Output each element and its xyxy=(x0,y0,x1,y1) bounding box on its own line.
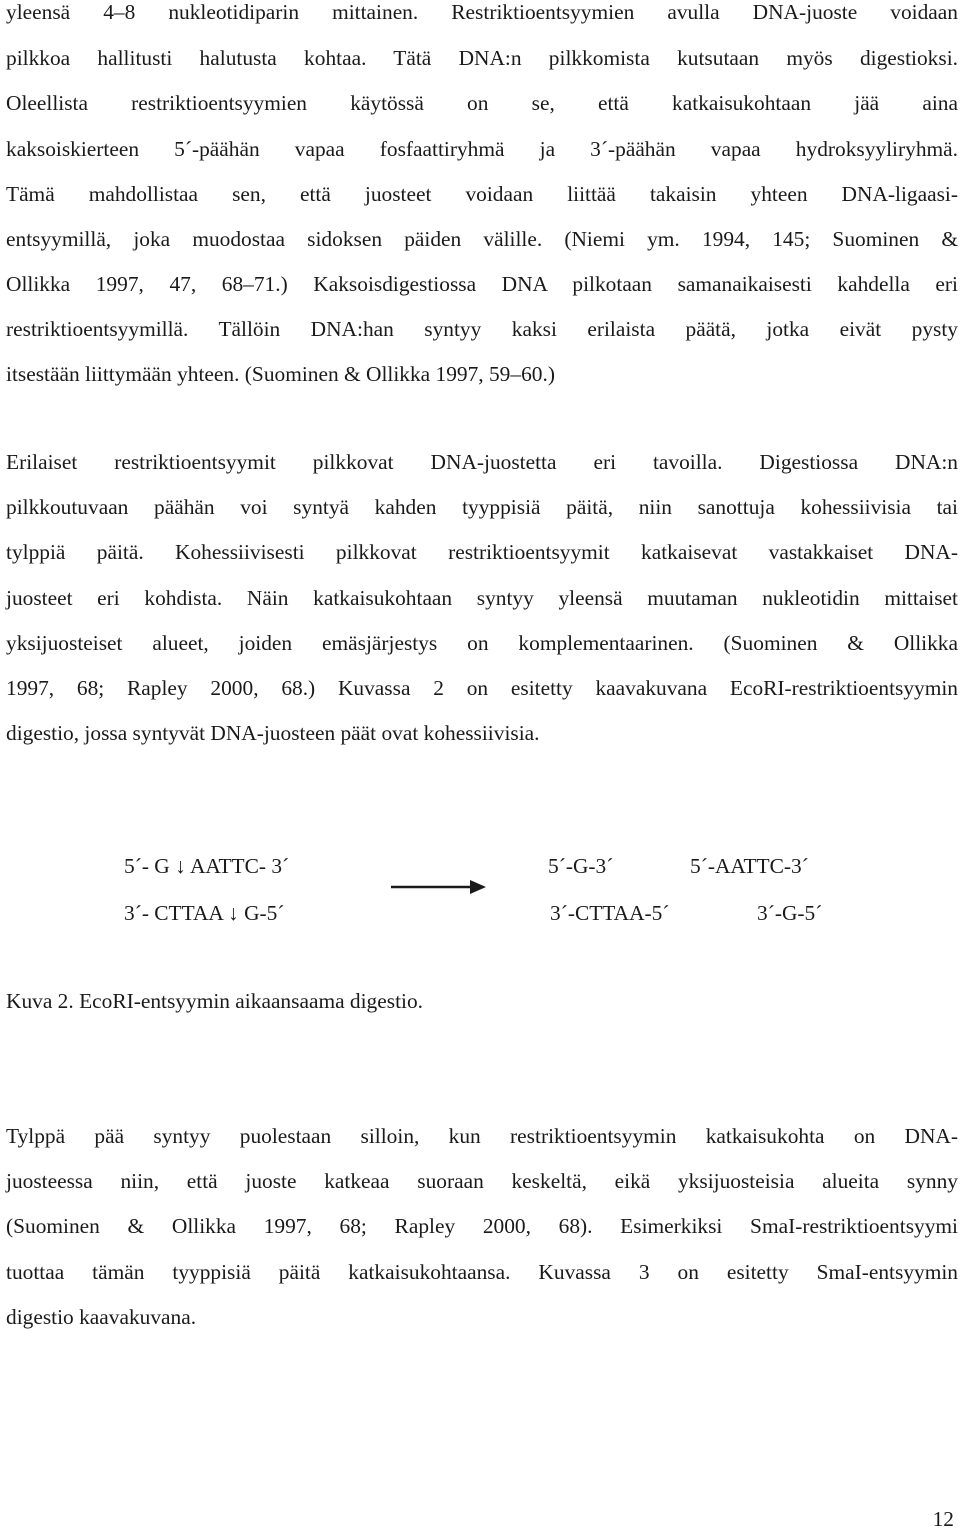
text-line: tuottaa tämän tyyppisiä päitä katkaisukohtaansa. Kuvassa 3 on esitetty SmaI-entsyymin xyxy=(6,1260,958,1284)
dna-sequence-input-bottom: 3´- CTTAA ↓ G-5´ xyxy=(124,901,285,925)
text-line: kaksoiskierteen 5´-päähän vapaa fosfaattiryhmä ja 3´-päähän vapaa hydroksyyliryhmä. xyxy=(6,137,958,161)
text-line: digestio kaavakuvana. xyxy=(6,1305,197,1329)
dna-sequence-input-top: 5´- G ↓ AATTC- 3´ xyxy=(124,854,290,878)
text-line: yleensä 4–8 nukleotidiparin mittainen. Restriktioentsyymien avulla DNA-juoste voidaan xyxy=(6,0,958,24)
text-line: yksijuosteiset alueet, joiden emäsjärjestys on komplementaarinen. (Suominen & Ollikka xyxy=(6,631,958,655)
reaction-arrow-icon xyxy=(390,876,488,898)
dna-fragment-top-right: 5´-AATTC-3´ xyxy=(690,854,809,878)
text-line: restriktioentsyymillä. Tällöin DNA:han syntyy kaksi erilaista päätä, jotka eivät pysty xyxy=(6,317,958,341)
text-line: Tylppä pää syntyy puolestaan silloin, kun restriktioentsyymin katkaisukohta on DNA- xyxy=(6,1124,958,1148)
text-line: itsestään liittymään yhteen. (Suominen & Ollikka 1997, 59–60.) xyxy=(6,362,555,386)
dna-fragment-bottom-right: 3´-G-5´ xyxy=(757,901,823,925)
text-line: Erilaiset restriktioentsyymit pilkkovat DNA-juostetta eri tavoilla. Digestiossa DNA:n xyxy=(6,450,958,474)
dna-fragment-bottom-left: 3´-CTTAA-5´ xyxy=(550,901,670,925)
text-line: Tämä mahdollistaa sen, että juosteet voidaan liittää takaisin yhteen DNA-ligaasi- xyxy=(6,182,958,206)
page-number: 12 xyxy=(932,1507,954,1531)
text-line: digestio, jossa syntyvät DNA-juosteen päät ovat kohessiivisia. xyxy=(6,721,540,745)
text-line: (Suominen & Ollikka 1997, 68; Rapley 2000, 68). Esimerkiksi SmaI-restriktioentsyymi xyxy=(6,1214,958,1238)
figure-caption: Kuva 2. EcoRI-entsyymin aikaansaama digestio. xyxy=(6,989,424,1013)
text-line: Oleellista restriktioentsyymien käytössä on se, että katkaisukohtaan jää aina xyxy=(6,91,958,115)
text-line: pilkkoa hallitusti halutusta kohtaa. Tätä DNA:n pilkkomista kutsutaan myös digestioksi. xyxy=(6,46,958,70)
text-line: entsyymillä, joka muodostaa sidoksen päiden välille. (Niemi ym. 1994, 145; Suominen & xyxy=(6,227,958,251)
text-line: Ollikka 1997, 47, 68–71.) Kaksoisdigestiossa DNA pilkotaan samanaikaisesti kahdella eri xyxy=(6,272,958,296)
text-line: pilkkoutuvaan päähän voi syntyä kahden tyyppisiä päitä, niin sanottuja kohessiivisia tai xyxy=(6,495,958,519)
text-line: 1997, 68; Rapley 2000, 68.) Kuvassa 2 on esitetty kaavakuvana EcoRI-restriktioentsyymin xyxy=(6,676,958,700)
text-line: juosteet eri kohdista. Näin katkaisukohtaan syntyy yleensä muutaman nukleotidin mittaiset xyxy=(6,586,958,610)
text-line: tylppiä päitä. Kohessiivisesti pilkkovat restriktioentsyymit katkaisevat vastakkaiset DNA- xyxy=(6,540,958,564)
text-line: juosteessa niin, että juoste katkeaa suoraan keskeltä, eikä yksijuosteisia alueita synny xyxy=(6,1169,958,1193)
dna-fragment-top-left: 5´-G-3´ xyxy=(548,854,614,878)
